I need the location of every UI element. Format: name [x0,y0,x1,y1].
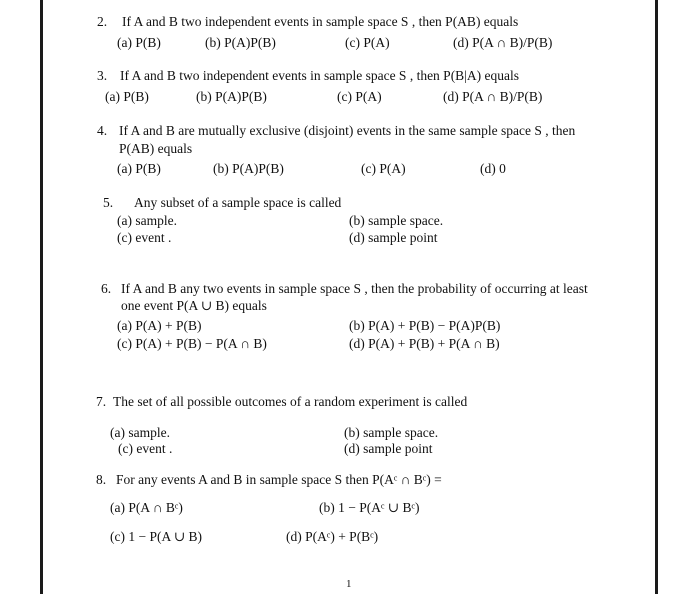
option-b: (b) P(A)P(B) [205,35,276,50]
question-stem: Any subset of a sample space is called [134,195,342,210]
option-d: (d) sample point [349,230,438,245]
option-c: (c) event . [118,441,173,456]
question-stem: If A and B two independent events in sample space S , then P(B|A) equals [120,68,520,83]
option-a: (a) P(A ∩ Bᶜ) [110,500,183,515]
page-edge-left [40,0,43,594]
option-c: (c) P(A) + P(B) − P(A ∩ B) [117,336,267,351]
option-b: (b) P(A)P(B) [196,89,267,104]
page-number: 1 [346,578,352,590]
option-a: (a) P(A) + P(B) [117,318,202,333]
option-d: (d) 0 [480,161,506,176]
option-a: (a) P(B) [105,89,149,104]
option-c: (c) event . [117,230,172,245]
question-stem: The set of all possible outcomes of a random experiment is called [113,394,468,409]
option-a: (a) P(B) [117,35,161,50]
question-number: 8. [96,472,107,487]
question-number: 6. [101,281,112,296]
option-d: (d) sample point [344,441,433,456]
option-c: (c) 1 − P(A ∪ B) [110,529,203,544]
question-stem-line2: P(AB) equals [119,141,193,156]
option-d: (d) P(A) + P(B) + P(A ∩ B) [349,336,500,351]
question-stem: For any events A and B in sample space S then P(Aᶜ ∩ Bᶜ) = [116,472,442,487]
question-stem: If A and B two independent events in sample space S , then P(AB) equals [122,14,519,29]
question-number: 2. [97,14,108,29]
option-b: (b) P(A) + P(B) − P(A)P(B) [349,318,501,333]
option-b: (b) 1 − P(Aᶜ ∪ Bᶜ) [319,500,420,515]
option-c: (c) P(A) [345,35,390,50]
question-number: 3. [97,68,108,83]
option-d: (d) P(A ∩ B)/P(B) [443,89,543,104]
question-stem-line2: one event P(A ∪ B) equals [121,298,267,313]
option-a: (a) P(B) [117,161,161,176]
question-number: 5. [103,195,114,210]
question-stem-line1: If A and B any two events in sample space S , then the probability of occurring at least [121,281,588,296]
question-number: 4. [97,123,108,138]
option-a: (a) sample. [117,213,177,228]
option-c: (c) P(A) [337,89,382,104]
option-b: (b) P(A)P(B) [213,161,284,176]
option-a: (a) sample. [110,425,170,440]
option-d: (d) P(A ∩ B)/P(B) [453,35,553,50]
option-b: (b) sample space. [349,213,444,228]
option-d: (d) P(Aᶜ) + P(Bᶜ) [286,529,379,544]
page-edge-right [655,0,658,594]
option-c: (c) P(A) [361,161,406,176]
option-b: (b) sample space. [344,425,439,440]
question-number: 7. [96,394,107,409]
question-stem-line1: If A and B are mutually exclusive (disjoint) events in the same sample space S , then [119,123,576,138]
